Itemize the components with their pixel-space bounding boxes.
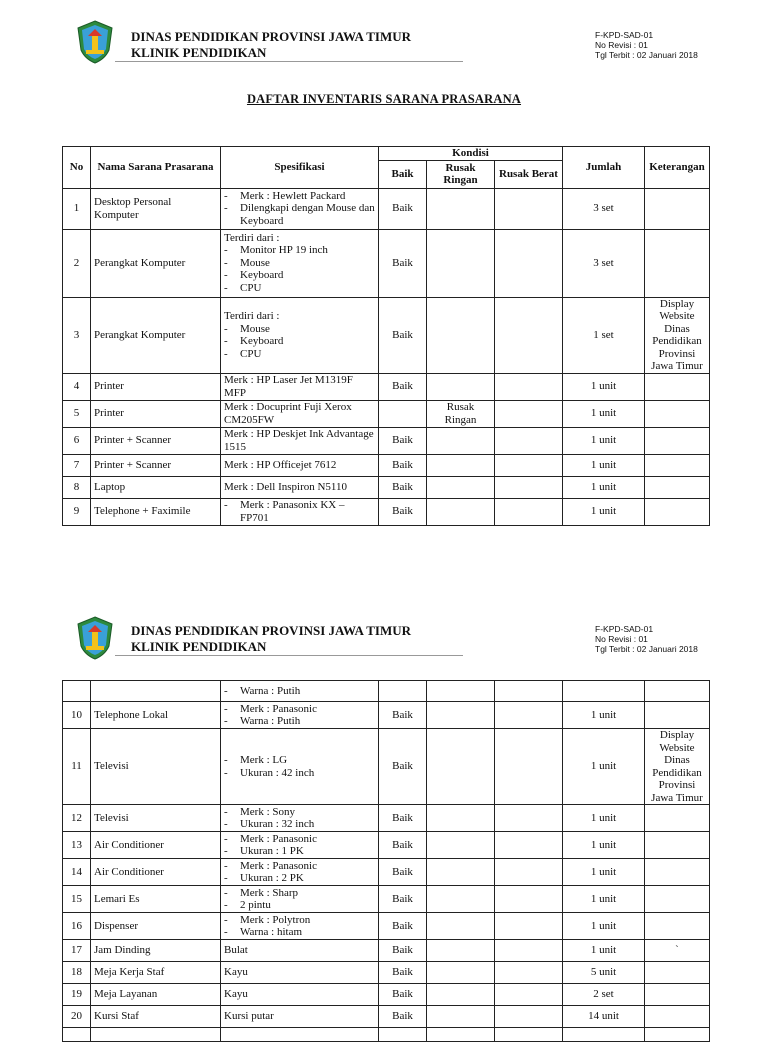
document-page-2 <box>0 600 768 1024</box>
item-name <box>91 681 221 702</box>
remarks <box>645 454 710 476</box>
condition-baik: Baik <box>379 297 427 373</box>
item-name: Laptop <box>91 476 221 498</box>
spec-list <box>224 833 375 858</box>
spec-list <box>224 244 375 294</box>
spec-item: - CPU <box>224 348 375 361</box>
table-row <box>63 702 710 729</box>
spec-list <box>224 323 375 361</box>
table-row <box>63 188 710 229</box>
row-number: 20 <box>63 1006 91 1028</box>
remarks <box>645 913 710 940</box>
spec-cell <box>221 832 379 859</box>
row-number: 4 <box>63 373 91 400</box>
item-name: Perangkat Komputer <box>91 297 221 373</box>
spec-text: Kayu <box>224 966 248 979</box>
condition-rusak-ringan <box>427 962 495 984</box>
item-name: Printer <box>91 373 221 400</box>
spec-list <box>224 887 375 912</box>
condition-rusak-ringan <box>427 681 495 702</box>
condition-baik: Baik <box>379 476 427 498</box>
item-name: Meja Layanan <box>91 984 221 1006</box>
inventory-rows <box>63 681 710 1042</box>
item-name: Printer + Scanner <box>91 454 221 476</box>
spec-item: - Merk : Panasonic <box>224 703 375 716</box>
condition-rusak-ringan <box>427 859 495 886</box>
quantity: 14 unit <box>563 1006 645 1028</box>
item-name: Kursi Staf <box>91 1006 221 1028</box>
remarks <box>645 805 710 832</box>
table-row <box>63 681 710 702</box>
condition-baik: Baik <box>379 832 427 859</box>
table-row <box>63 962 710 984</box>
row-number <box>63 1028 91 1042</box>
spec-list <box>224 499 375 524</box>
spec-item: - Merk : Polytron <box>224 914 375 927</box>
quantity: 1 unit <box>563 498 645 525</box>
quantity: 2 set <box>563 984 645 1006</box>
condition-rusak-berat <box>495 373 563 400</box>
condition-rusak-berat <box>495 886 563 913</box>
table-row <box>63 373 710 400</box>
quantity: 1 unit <box>563 805 645 832</box>
row-number: 12 <box>63 805 91 832</box>
condition-rusak-ringan <box>427 1006 495 1028</box>
spec-text: Kayu <box>224 988 248 1001</box>
row-number: 18 <box>63 962 91 984</box>
condition-baik: Baik <box>379 454 427 476</box>
row-number: 16 <box>63 913 91 940</box>
spec-cell <box>221 729 379 805</box>
condition-baik: Baik <box>379 913 427 940</box>
condition-rusak-berat <box>495 454 563 476</box>
spec-list <box>224 914 375 939</box>
spec-item: - Merk : Panasonic <box>224 860 375 873</box>
table-row <box>63 913 710 940</box>
col-header-keterangan: Keterangan <box>645 147 710 189</box>
condition-rusak-ringan <box>427 229 495 297</box>
condition-baik <box>379 1028 427 1042</box>
condition-baik <box>379 681 427 702</box>
remarks <box>645 373 710 400</box>
spec-text: Merk : HP Deskjet Ink Advantage 1515 <box>224 428 374 453</box>
quantity: 1 unit <box>563 400 645 427</box>
spec-item: - Monitor HP 19 inch <box>224 244 375 257</box>
inventory-rows <box>63 188 710 525</box>
inventory-table <box>62 146 710 526</box>
row-number: 6 <box>63 427 91 454</box>
remarks <box>645 1028 710 1042</box>
item-name: Air Conditioner <box>91 859 221 886</box>
col-header-name: Nama Sarana Prasarana <box>91 147 221 189</box>
item-name: Lemari Es <box>91 886 221 913</box>
quantity: 1 unit <box>563 913 645 940</box>
header-rule <box>115 61 463 62</box>
spec-item: - Warna : hitam <box>224 926 375 939</box>
remarks <box>645 859 710 886</box>
quantity: 1 unit <box>563 940 645 962</box>
table-row <box>63 400 710 427</box>
condition-baik: Baik <box>379 859 427 886</box>
spec-item: - Mouse <box>224 257 375 270</box>
row-number <box>63 681 91 702</box>
condition-rusak-berat <box>495 702 563 729</box>
remarks <box>645 984 710 1006</box>
row-number: 10 <box>63 702 91 729</box>
spec-cell <box>221 498 379 525</box>
remarks <box>645 702 710 729</box>
condition-baik: Baik <box>379 805 427 832</box>
condition-rusak-berat <box>495 427 563 454</box>
remarks <box>645 886 710 913</box>
spec-cell <box>221 984 379 1006</box>
remarks <box>645 476 710 498</box>
condition-rusak-ringan <box>427 297 495 373</box>
condition-rusak-ringan <box>427 427 495 454</box>
quantity <box>563 681 645 702</box>
table-row <box>63 1006 710 1028</box>
remarks <box>645 427 710 454</box>
remarks <box>645 832 710 859</box>
col-header-spec: Spesifikasi <box>221 147 379 189</box>
condition-baik: Baik <box>379 229 427 297</box>
item-name: Telephone Lokal <box>91 702 221 729</box>
quantity: 1 unit <box>563 729 645 805</box>
spec-cell <box>221 476 379 498</box>
condition-rusak-berat <box>495 962 563 984</box>
spec-intro: Terdiri dari : <box>224 231 280 244</box>
condition-rusak-berat <box>495 859 563 886</box>
spec-cell <box>221 940 379 962</box>
spec-cell <box>221 373 379 400</box>
condition-rusak-berat <box>495 913 563 940</box>
spec-item: - Merk : Panasonic <box>224 833 375 846</box>
row-number: 9 <box>63 498 91 525</box>
quantity: 1 unit <box>563 427 645 454</box>
item-name: Desktop Personal Komputer <box>91 188 221 229</box>
condition-rusak-ringan <box>427 832 495 859</box>
provincial-emblem-logo <box>76 616 114 660</box>
remarks <box>645 962 710 984</box>
row-number: 14 <box>63 859 91 886</box>
quantity: 1 unit <box>563 454 645 476</box>
spec-text: Merk : Dell Inspiron N5110 <box>224 480 348 493</box>
condition-rusak-berat <box>495 476 563 498</box>
condition-rusak-berat <box>495 940 563 962</box>
spec-list <box>224 703 375 728</box>
condition-rusak-ringan <box>427 476 495 498</box>
spec-item: - Ukuran : 2 PK <box>224 872 375 885</box>
spec-text: Kursi putar <box>224 1010 274 1023</box>
row-number: 8 <box>63 476 91 498</box>
spec-cell <box>221 962 379 984</box>
col-header-jumlah: Jumlah <box>563 147 645 189</box>
condition-rusak-berat <box>495 498 563 525</box>
condition-rusak-ringan: Rusak Ringan <box>427 400 495 427</box>
spec-cell <box>221 805 379 832</box>
quantity: 1 unit <box>563 886 645 913</box>
table-row <box>63 859 710 886</box>
spec-item: - Merk : LG <box>224 754 375 767</box>
remarks <box>645 229 710 297</box>
spec-cell <box>221 1028 379 1042</box>
org-unit: KLINIK PENDIDIKAN <box>131 45 267 60</box>
spec-cell <box>221 913 379 940</box>
row-number: 3 <box>63 297 91 373</box>
spec-item: - Ukuran : 1 PK <box>224 845 375 858</box>
condition-baik: Baik <box>379 498 427 525</box>
spec-cell <box>221 297 379 373</box>
condition-baik: Baik <box>379 1006 427 1028</box>
spec-item: - Merk : Hewlett Packard <box>224 190 375 203</box>
spec-cell <box>221 454 379 476</box>
condition-rusak-ringan <box>427 886 495 913</box>
condition-baik: Baik <box>379 984 427 1006</box>
condition-rusak-berat <box>495 729 563 805</box>
table-row <box>63 229 710 297</box>
spec-item: - CPU <box>224 282 375 295</box>
revision-number: No Revisi : 01 <box>595 634 648 644</box>
quantity: 5 unit <box>563 962 645 984</box>
header-rule <box>115 655 463 656</box>
quantity: 1 unit <box>563 373 645 400</box>
table-row <box>63 984 710 1006</box>
remarks: ` <box>645 940 710 962</box>
table-row <box>63 805 710 832</box>
spec-item: - Keyboard <box>224 335 375 348</box>
row-number: 7 <box>63 454 91 476</box>
quantity: 1 unit <box>563 702 645 729</box>
condition-rusak-berat <box>495 984 563 1006</box>
spec-cell <box>221 1006 379 1028</box>
spec-text: Merk : HP Officejet 7612 <box>224 458 337 471</box>
condition-rusak-ringan <box>427 498 495 525</box>
condition-baik: Baik <box>379 702 427 729</box>
remarks <box>645 188 710 229</box>
condition-baik: Baik <box>379 373 427 400</box>
condition-rusak-ringan <box>427 1028 495 1042</box>
spec-item: - Warna : Putih <box>224 685 375 698</box>
spec-cell <box>221 229 379 297</box>
issue-date: Tgl Terbit : 02 Januari 2018 <box>595 644 698 654</box>
spec-cell <box>221 400 379 427</box>
spec-cell <box>221 188 379 229</box>
col-header-no: No <box>63 147 91 189</box>
remarks <box>645 400 710 427</box>
spec-list <box>224 685 375 698</box>
table-row <box>63 476 710 498</box>
inventory-table-continued <box>62 680 710 1042</box>
row-number: 2 <box>63 229 91 297</box>
table-row <box>63 1028 710 1042</box>
item-name: Televisi <box>91 729 221 805</box>
quantity <box>563 1028 645 1042</box>
remarks <box>645 681 710 702</box>
row-number: 17 <box>63 940 91 962</box>
spec-list <box>224 860 375 885</box>
condition-rusak-berat <box>495 229 563 297</box>
quantity: 1 unit <box>563 476 645 498</box>
condition-rusak-berat <box>495 400 563 427</box>
table-row <box>63 886 710 913</box>
spec-cell <box>221 886 379 913</box>
table-row <box>63 832 710 859</box>
table-row <box>63 940 710 962</box>
org-name: DINAS PENDIDIKAN PROVINSI JAWA TIMUR <box>131 29 412 44</box>
remarks: Display Website Dinas Pendidikan Provinsi Jawa Timur <box>645 729 710 805</box>
item-name: Dispenser <box>91 913 221 940</box>
condition-baik: Baik <box>379 962 427 984</box>
item-name: Air Conditioner <box>91 832 221 859</box>
condition-baik: Baik <box>379 188 427 229</box>
spec-item: - Ukuran : 32 inch <box>224 818 375 831</box>
row-number: 5 <box>63 400 91 427</box>
condition-rusak-ringan <box>427 702 495 729</box>
row-number: 19 <box>63 984 91 1006</box>
item-name: Printer + Scanner <box>91 427 221 454</box>
item-name: Jam Dinding <box>91 940 221 962</box>
condition-rusak-berat <box>495 681 563 702</box>
row-number: 11 <box>63 729 91 805</box>
condition-rusak-ringan <box>427 729 495 805</box>
row-number: 15 <box>63 886 91 913</box>
quantity: 1 set <box>563 297 645 373</box>
spec-list <box>224 190 375 228</box>
remarks: Display Website Dinas Pendidikan Provinsi Jawa Timur <box>645 297 710 373</box>
spec-text: Bulat <box>224 944 248 957</box>
condition-rusak-berat <box>495 297 563 373</box>
spec-cell <box>221 427 379 454</box>
provincial-emblem-logo <box>76 20 114 64</box>
item-name: Telephone + Faximile <box>91 498 221 525</box>
document-title: DAFTAR INVENTARIS SARANA PRASARANA <box>246 92 522 106</box>
spec-item: - Keyboard <box>224 269 375 282</box>
col-header-baik: Baik <box>379 160 427 188</box>
row-number: 1 <box>63 188 91 229</box>
table-row <box>63 427 710 454</box>
spec-text: Merk : Docuprint Fuji Xerox CM205FW <box>224 401 352 426</box>
spec-item: - Warna : Putih <box>224 715 375 728</box>
spec-cell <box>221 859 379 886</box>
quantity: 3 set <box>563 188 645 229</box>
condition-rusak-berat <box>495 1028 563 1042</box>
spec-item: - Dilengkapi dengan Mouse dan Keyboard <box>224 202 375 227</box>
quantity: 1 unit <box>563 832 645 859</box>
issue-date: Tgl Terbit : 02 Januari 2018 <box>595 50 698 60</box>
condition-baik: Baik <box>379 886 427 913</box>
col-header-kondisi: Kondisi <box>379 147 563 161</box>
table-row <box>63 498 710 525</box>
item-name: Televisi <box>91 805 221 832</box>
spec-item: - 2 pintu <box>224 899 375 912</box>
table-row <box>63 729 710 805</box>
condition-rusak-berat <box>495 805 563 832</box>
item-name: Meja Kerja Staf <box>91 962 221 984</box>
condition-rusak-ringan <box>427 940 495 962</box>
condition-rusak-berat <box>495 832 563 859</box>
table-row <box>63 454 710 476</box>
col-header-rusak-ringan: Rusak Ringan <box>427 160 495 188</box>
spec-intro: Terdiri dari : <box>224 310 280 322</box>
condition-rusak-berat <box>495 1006 563 1028</box>
condition-rusak-ringan <box>427 805 495 832</box>
spec-item: - Merk : Panasonix KX – FP701 <box>224 499 375 524</box>
spec-cell <box>221 681 379 702</box>
condition-baik: Baik <box>379 940 427 962</box>
condition-rusak-ringan <box>427 373 495 400</box>
table-row <box>63 297 710 373</box>
remarks <box>645 498 710 525</box>
spec-cell <box>221 702 379 729</box>
spec-item: - Ukuran : 42 inch <box>224 767 375 780</box>
condition-baik: Baik <box>379 729 427 805</box>
spec-item: - Mouse <box>224 323 375 336</box>
condition-rusak-ringan <box>427 913 495 940</box>
col-header-rusak-berat: Rusak Berat <box>495 160 563 188</box>
condition-rusak-ringan <box>427 188 495 229</box>
org-unit: KLINIK PENDIDIKAN <box>131 639 267 654</box>
org-name: DINAS PENDIDIKAN PROVINSI JAWA TIMUR <box>131 623 412 638</box>
condition-baik: Baik <box>379 427 427 454</box>
row-number: 13 <box>63 832 91 859</box>
item-name <box>91 1028 221 1042</box>
condition-rusak-ringan <box>427 454 495 476</box>
condition-baik <box>379 400 427 427</box>
spec-item: - Merk : Sharp <box>224 887 375 900</box>
item-name: Printer <box>91 400 221 427</box>
form-code: F-KPD-SAD-01 <box>595 624 654 634</box>
condition-rusak-ringan <box>427 984 495 1006</box>
spec-list <box>224 754 375 779</box>
spec-text: Merk : HP Laser Jet M1319F MFP <box>224 374 353 399</box>
condition-rusak-berat <box>495 188 563 229</box>
quantity: 1 unit <box>563 859 645 886</box>
remarks <box>645 1006 710 1028</box>
spec-list <box>224 806 375 831</box>
form-code: F-KPD-SAD-01 <box>595 30 654 40</box>
quantity: 3 set <box>563 229 645 297</box>
revision-number: No Revisi : 01 <box>595 40 648 50</box>
item-name: Perangkat Komputer <box>91 229 221 297</box>
spec-item: - Merk : Sony <box>224 806 375 819</box>
